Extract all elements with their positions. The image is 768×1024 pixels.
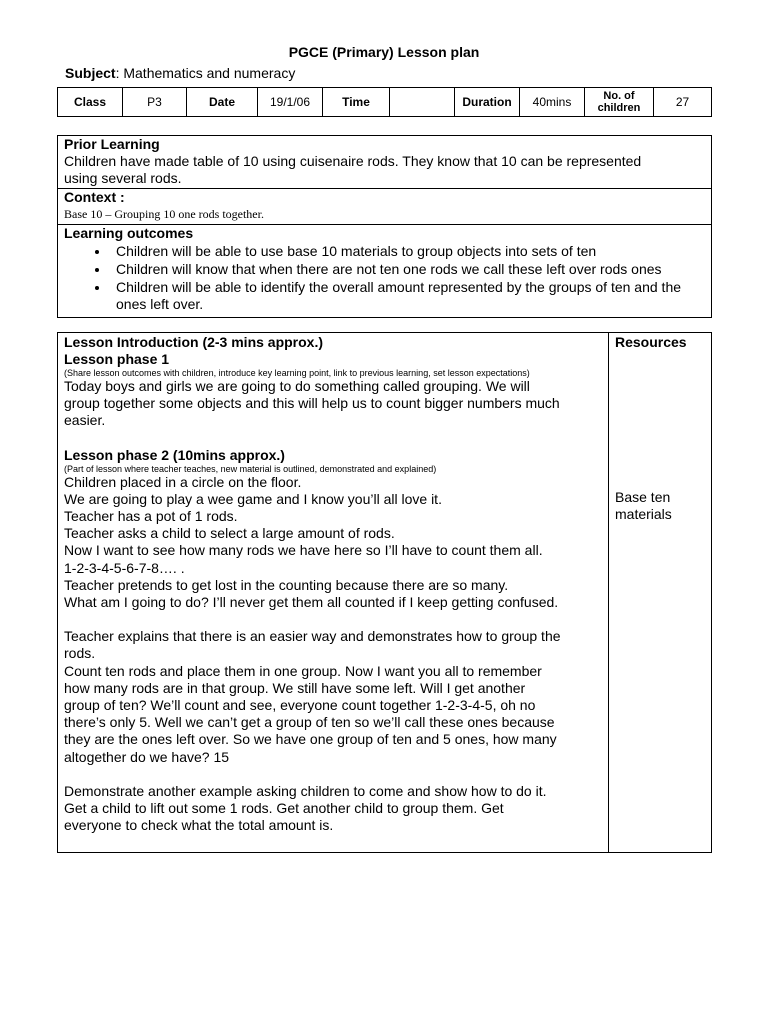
- class-label: Class: [58, 88, 123, 117]
- learning-outcomes-section: [58, 225, 711, 317]
- date-label: Date: [187, 88, 258, 117]
- phase2-line: rods.: [64, 645, 96, 662]
- phase2-line: they are the ones left over. So we have one group of ten and 5 ones, how many: [64, 731, 557, 748]
- phase2-line: Children placed in a circle on the floor.: [64, 473, 302, 490]
- phase2-line: Demonstrate another example asking children to come and show how to do it.: [64, 782, 547, 799]
- subject-line: [65, 65, 295, 81]
- phase2-line: group of ten? We’ll count and see, everyone count together 1-2-3-4-5, oh no: [64, 697, 536, 714]
- phase2-line: Teacher asks a child to select a large amount of rods.: [64, 525, 395, 542]
- prior-learning-line-1: Children have made table of 10 using cuisenaire rods. They know that 10 can be represented: [64, 153, 642, 169]
- phase2-line: We are going to play a wee game and I know you’ll all love it.: [64, 490, 442, 507]
- phase2-line: Get a child to lift out some 1 rods. Get another child to group them. Get: [64, 800, 504, 817]
- phase2-line: Teacher has a pot of 1 rods.: [64, 508, 238, 525]
- resources-column: [609, 333, 710, 852]
- phase1-note: (Share lesson outcomes with children, introduce key learning point, link to previous learning, set lesson expectations): [64, 368, 530, 378]
- lesson-phases-table: [57, 332, 712, 853]
- date-value: 19/1/06: [258, 88, 323, 117]
- phase2-line: everyone to check what the total amount is.: [64, 817, 334, 834]
- duration-label: Duration: [455, 88, 520, 117]
- prior-learning-box: [57, 135, 712, 318]
- resources-line: materials: [615, 506, 672, 523]
- lesson-info-table: [57, 87, 712, 117]
- prior-learning-section: [58, 136, 711, 189]
- learning-outcomes-list: [64, 243, 705, 316]
- phase2-line: Teacher explains that there is an easier way and demonstrates how to group the: [64, 628, 561, 645]
- resources-heading: Resources: [615, 334, 687, 350]
- duration-value: 40mins: [520, 88, 585, 117]
- phase2-line: altogether do we have? 15: [64, 748, 230, 765]
- time-label: Time: [323, 88, 390, 117]
- phase2-heading: Lesson phase 2 (10mins approx.): [64, 446, 285, 463]
- learning-outcome-item: • Children will be able to identify the overall amount represented by the groups of ten and the ones left over.: [110, 279, 705, 313]
- children-label: [585, 88, 654, 117]
- phase1-line: easier.: [64, 412, 106, 429]
- context-text: Base 10 – Grouping 10 one rods together.: [64, 207, 264, 221]
- learning-outcome-item: • Children will know that when there are not ten one rods we call these left over rods ones: [110, 261, 705, 278]
- children-value: 27: [654, 88, 712, 117]
- phase2-line: What am I going to do? I’ll never get them all counted if I keep getting confused.: [64, 594, 559, 611]
- time-value: [390, 88, 455, 117]
- phase2-line: there’s only 5. Well we can’t get a group of ten so we’ll call these ones because: [64, 714, 555, 731]
- phase2-note: (Part of lesson where teacher teaches, new material is outlined, demonstrated and explained): [64, 463, 437, 474]
- phase2-line: how many rods are in that group. We still have some left. Will I get another: [64, 679, 526, 696]
- subject-value: : Mathematics and numeracy: [115, 65, 296, 81]
- phase2-line: 1-2-3-4-5-6-7-8…. .: [64, 559, 185, 576]
- prior-learning-line-2: using several rods.: [64, 170, 182, 186]
- context-section: [58, 189, 711, 225]
- phase1-line: Today boys and girls we are going to do something called grouping. We will: [64, 378, 530, 394]
- resources-line: Base ten: [615, 489, 671, 505]
- children-label-line2: children: [597, 102, 641, 114]
- phase1-line: group together some objects and this will help us to count bigger numbers much: [64, 395, 560, 412]
- learning-outcomes-heading: Learning outcomes: [64, 225, 194, 241]
- prior-learning-heading: Prior Learning: [64, 136, 160, 152]
- learning-outcome-item: • Children will be able to use base 10 materials to group objects into sets of ten: [110, 243, 705, 260]
- children-label-line1: No. of: [603, 90, 635, 102]
- context-heading: Context :: [64, 189, 125, 205]
- lesson-intro-heading: Lesson Introduction (2-3 mins approx.): [64, 334, 324, 350]
- class-value: P3: [123, 88, 187, 117]
- lesson-content-column: [58, 333, 609, 852]
- phase1-heading: Lesson phase 1: [64, 351, 170, 367]
- phase2-line: Count ten rods and place them in one group. Now I want you all to remember: [64, 662, 542, 679]
- subject-label: Subject: [65, 65, 116, 81]
- phase2-line: Teacher pretends to get lost in the counting because there are so many.: [64, 576, 509, 593]
- phase2-line: Now I want to see how many rods we have here so I’ll have to count them all.: [64, 542, 543, 559]
- page-title: PGCE (Primary) Lesson plan: [288, 44, 480, 60]
